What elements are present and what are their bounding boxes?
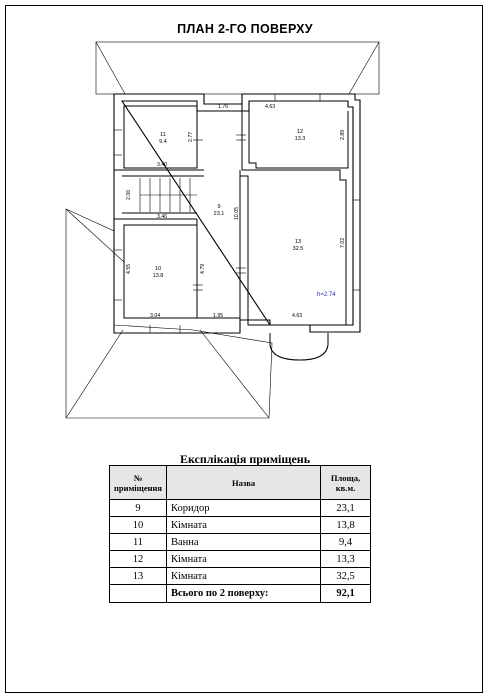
dim-label: 2.77: [188, 131, 194, 142]
col-number-header: № приміщення: [110, 466, 167, 500]
room-num-cell: 9: [110, 500, 167, 517]
total-empty-cell: [110, 585, 167, 603]
table-header-row: [110, 466, 371, 500]
room-area: 32.5: [292, 246, 304, 252]
table-row: [110, 551, 371, 568]
balcony: [270, 333, 328, 360]
room-number: 11: [160, 132, 166, 138]
dim-label: 3.04: [150, 313, 161, 319]
table-total-row: [110, 585, 371, 603]
dim-label: 1.95: [213, 313, 224, 319]
room-number: 13: [294, 239, 302, 245]
room-number: 12: [296, 129, 304, 135]
table-row: [110, 500, 371, 517]
room-name-cell: Кімната: [167, 568, 321, 585]
room-area-cell: 23,1: [321, 500, 371, 517]
room-area-cell: 13,8: [321, 517, 371, 534]
room-num-cell: 10: [110, 517, 167, 534]
staircase: [140, 178, 197, 212]
total-area-cell: 92,1: [321, 585, 371, 603]
dim-label: 4.63: [265, 104, 276, 110]
table-row: [110, 534, 371, 551]
room-area: 9.4: [159, 139, 167, 145]
room-area-cell: 9,4: [321, 534, 371, 551]
table-row: [110, 568, 371, 585]
table-title: Експлікація приміщень: [179, 452, 311, 466]
plan-title: ПЛАН 2-ГО ПОВЕРХУ: [177, 22, 313, 36]
room-name-cell: Кімната: [167, 517, 321, 534]
dim-label: 2.06: [126, 189, 132, 200]
total-label-cell: Всього по 2 поверху:: [167, 585, 321, 603]
table-row: [110, 517, 371, 534]
dim-label: 7.02: [340, 237, 346, 248]
interior-walls: [114, 104, 348, 333]
col-name-header: Назва: [167, 466, 321, 500]
room-area-cell: 32,5: [321, 568, 371, 585]
room-num-cell: 12: [110, 551, 167, 568]
dim-label: 3.40: [157, 162, 168, 168]
col-area-header: Площа, кв.м.: [321, 466, 371, 500]
room-number: 10: [154, 266, 162, 272]
room-area: 23.1: [213, 211, 225, 217]
room-area-cell: 13,3: [321, 551, 371, 568]
room-name-cell: Ванна: [167, 534, 321, 551]
dim-label: 10.05: [234, 207, 240, 220]
room-num-cell: 13: [110, 568, 167, 585]
room-number: 9: [217, 204, 221, 210]
room-num-cell: 11: [110, 534, 167, 551]
dim-label: 4.79: [200, 263, 206, 274]
roof-outline: [66, 42, 379, 418]
dim-label: 4.63: [292, 313, 303, 319]
dim-label: 4.55: [126, 263, 132, 274]
dim-label: 1.76: [218, 104, 229, 110]
rooms-table: [109, 465, 371, 603]
dim-label: 2.89: [340, 129, 346, 140]
room-name-cell: Кімната: [167, 551, 321, 568]
ceiling-height-note: h=2.74: [317, 292, 336, 298]
room-number: 13.3: [294, 136, 306, 142]
dim-label: 3.46: [157, 214, 168, 220]
room-name-cell: Коридор: [167, 500, 321, 517]
room-area: 13.8: [152, 273, 164, 279]
